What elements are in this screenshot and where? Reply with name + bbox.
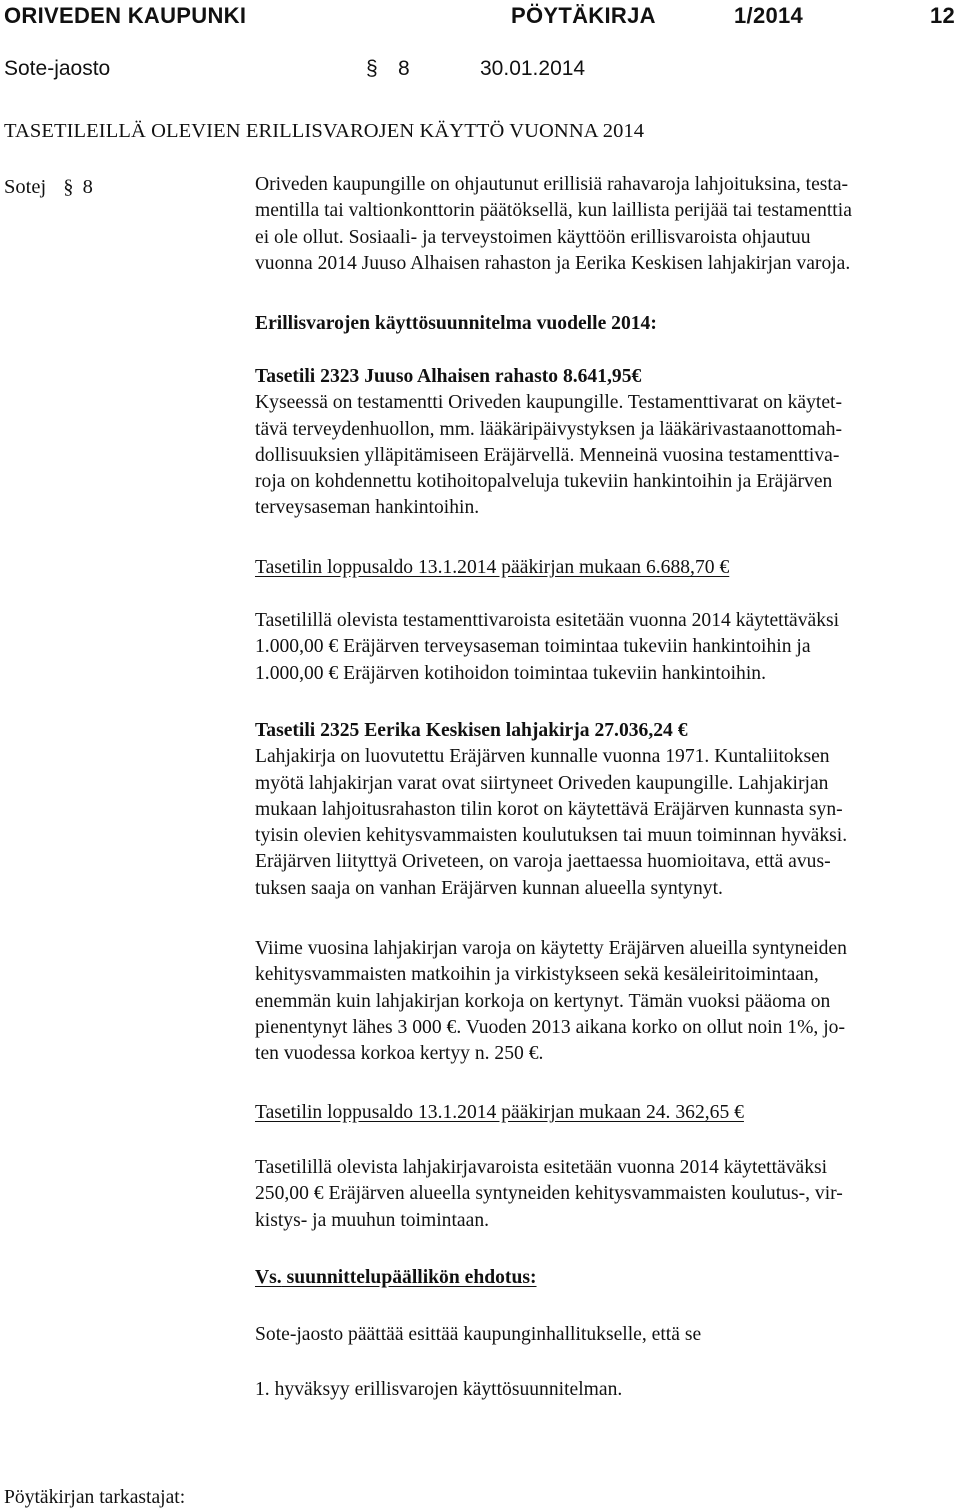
document-title: TASETILEILLÄ OLEVIEN ERILLISVAROJEN KÄYTTÖ VUONNA 2014 <box>4 120 645 142</box>
organization-name: ORIVEDEN KAUPUNKI <box>4 3 247 28</box>
intro-paragraph <box>255 172 960 277</box>
account2-line: myötä lahjakirjan varat ovat siirtyneet Oriveden kaupungille. Lahjakirjan <box>255 772 829 794</box>
decision-text: Sote-jaosto päättää esittää kaupunginhallitukselle, että se <box>255 1324 702 1345</box>
account1-proposal-line: 1.000,00 € Eräjärven kotihoidon toimintaa tukeviin hankintoihin. <box>255 662 766 684</box>
account2-section <box>255 718 960 902</box>
account2-proposal-line: Tasetilillä olevista lahjakirjavaroista esitetään vuonna 2014 käytettäväksi <box>255 1157 828 1178</box>
document-type: PÖYTÄKIRJA <box>511 3 656 28</box>
reference-section-sign: § <box>63 176 74 198</box>
account1-proposal-line: 1.000,00 € Eräjärven terveysaseman toimintaa tukeviin hankintoihin ja <box>255 636 811 658</box>
footer-label: Pöytäkirjan tarkastajat: <box>4 1487 186 1508</box>
reference-label: Sotej § 8 <box>4 176 93 198</box>
intro-line: ei ole ollut. Sosiaali- ja terveystoimen käyttöön erillisvaroista ohjautuu <box>255 226 811 248</box>
account2-line: Lahjakirja on luovutettu Eräjärven kunnalle vuonna 1971. Kuntaliitoksen <box>255 746 830 768</box>
account2-line: tyisin olevien kehitysvammaisten koulutuksen tai muun toiminnan hyväksi. <box>255 825 848 847</box>
account2-proposal-line: kistys- ja muuhun toimintaan. <box>255 1209 490 1231</box>
page-number: 12 <box>930 3 956 28</box>
intro-line: Oriveden kaupungille on ohjautunut erillisiä rahavaroja lahjoituksina, testa- <box>255 174 849 195</box>
meeting-date: 30.01.2014 <box>480 57 586 80</box>
account1-line: terveysaseman hankintoihin. <box>255 497 480 519</box>
account1-line: roja on kohdennettu kotihoitopalveluja tukeviin hankintoihin ja Eräjärven <box>255 471 833 493</box>
account2-paragraph2 <box>255 936 960 1067</box>
account2-line: Viime vuosina lahjakirjan varoja on käytetty Eräjärven alueilla syntyneiden <box>255 938 847 959</box>
account2-proposal-line: 250,00 € Eräjärven alueella syntyneiden kehitysvammaisten koulutus-, vir- <box>255 1183 843 1205</box>
decision-item: 1. hyväksyy erillisvarojen käyttösuunnitelman. <box>255 1379 623 1400</box>
account2-proposal <box>255 1155 960 1234</box>
section-sign: § <box>366 57 378 80</box>
account2-line: kehitysvammaisten matkoihin ja virkistykseen sekä kesäleiritoimintaan, <box>255 964 819 986</box>
account1-line: tävä terveydenhuollon, mm. lääkäripäivystyksen ja lääkärivastaanottomah- <box>255 418 843 440</box>
proposal-heading: Vs. suunnittelupäällikön ehdotus: <box>255 1267 537 1288</box>
account2-heading: Tasetili 2325 Eerika Keskisen lahjakirja 27.036,24 € <box>255 720 688 741</box>
section-number: 8 <box>398 57 410 80</box>
account1-line: Kyseessä on testamentti Oriveden kaupungille. Testamenttivarat on käytet- <box>255 392 842 414</box>
intro-line: mentilla tai valtionkonttorin päätöksellä, kun laillista perijää tai testamenttia <box>255 200 852 222</box>
account1-section <box>255 364 960 522</box>
account1-proposal-line: Tasetilillä olevista testamenttivaroista esitetään vuonna 2014 käytettäväksi <box>255 610 840 631</box>
committee-name: Sote-jaosto <box>4 57 111 80</box>
reference-number: 8 <box>82 176 93 198</box>
plan-heading: Erillisvarojen käyttösuunnitelma vuodelle 2014: <box>255 313 657 334</box>
account1-heading: Tasetili 2323 Juuso Alhaisen rahasto 8.641,95€ <box>255 366 642 387</box>
account1-proposal <box>255 608 960 687</box>
account1-line: dollisuuksien ylläpitämiseen Eräjärvellä. Menneinä vuosina testamenttiva- <box>255 444 840 466</box>
document-number: 1/2014 <box>734 3 804 28</box>
account1-balance: Tasetilin loppusaldo 13.1.2014 pääkirjan mukaan 6.688,70 € <box>255 557 730 578</box>
account2-line: Eräjärven liityttyä Oriveteen, on varoja jaettaessa huomioitava, että avus- <box>255 851 831 873</box>
account2-balance: Tasetilin loppusaldo 13.1.2014 pääkirjan mukaan 24. 362,65 € <box>255 1102 744 1123</box>
account2-line: mukaan lahjoitusrahaston tilin korot on käytettävä Eräjärven kunnasta syn- <box>255 798 843 820</box>
intro-line: vuonna 2014 Juuso Alhaisen rahaston ja Eerika Keskisen lahjakirjan varoja. <box>255 252 851 274</box>
account2-line: enemmän kuin lahjakirjan korkoja on kertynyt. Tämän vuoksi pääoma on <box>255 990 831 1012</box>
account2-line: tuksen saaja on vanhan Eräjärven kunnan alueella syntynyt. <box>255 877 723 899</box>
account2-line: ten vuodessa korkoa kertyy n. 250 €. <box>255 1043 544 1065</box>
account2-line: pienentynyt lähes 3 000 €. Vuoden 2013 aikana korko on ollut noin 1%, jo- <box>255 1016 845 1038</box>
